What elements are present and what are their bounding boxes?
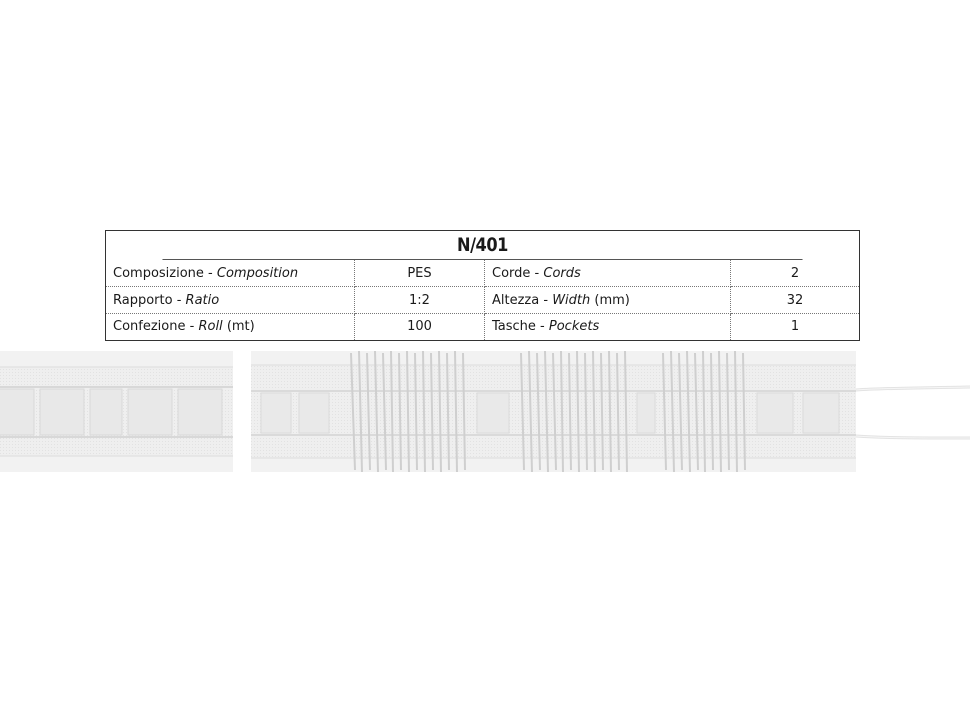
spec-label-composition: Composizione - Composition [106,260,355,287]
spec-value-composition: PES [355,260,485,287]
spec-label-ratio: Rapporto - Ratio [106,287,355,314]
cord-ends-illustration [856,380,970,440]
spec-value-width: 32 [731,287,859,314]
spec-value-cords: 2 [731,260,859,287]
spec-label-cords: Corde - Cords [485,260,731,287]
spec-label-pockets: Tasche - Pockets [485,314,731,340]
spec-value-ratio: 1:2 [355,287,485,314]
flat-tape-illustration [0,351,233,472]
spec-value-pockets: 1 [790,319,800,334]
product-code: N/401 [162,231,802,260]
spec-value-roll: 100 [355,314,485,340]
pleated-tape-illustration [251,351,856,472]
spec-label-width: Altezza - Width (mm) [485,287,731,314]
flat-tape-image [0,351,233,472]
spec-grid [106,260,859,340]
pleated-tape-image [251,351,856,472]
spec-table [105,230,860,341]
spec-label-roll: Confezione - Roll (mt) [106,314,355,340]
